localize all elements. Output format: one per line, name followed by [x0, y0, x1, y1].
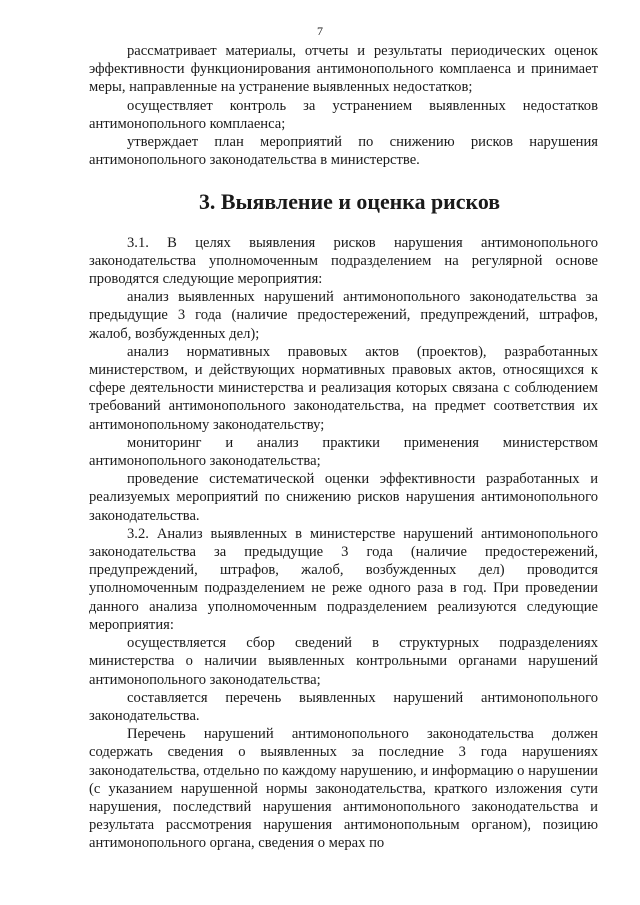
list-item-legal-acts-analysis: анализ нормативных правовых актов (проектов), разработанных министерством, и действующих нормативных правовых актов, относящихся к сфере деятельности министерства и реализация которых связана с соблюдением требований антимонопольного законодательства, на предмет соответствия их антимонопольному законодательству;	[89, 343, 598, 433]
paragraph-control-deficiencies: осуществляет контроль за устранением выявленных недостатков антимонопольного комплаенса;	[89, 97, 598, 132]
list-item-violation-analysis: анализ выявленных нарушений антимонопольного законодательства за предыдущие 3 года (наличие предостережений, предупреждений, штрафов, жалоб, возбужденных дел);	[89, 289, 598, 342]
list-item-collect-info: осуществляется сбор сведений в структурных подразделениях министерства о наличии выявленных контрольными органами нарушений антимонопольного законодательства;	[89, 635, 598, 688]
page-content	[89, 42, 598, 853]
list-item-efficiency-assessment: проведение систематической оценки эффективности разработанных и реализуемых мероприятий по снижению рисков нарушения антимонопольного законодательства.	[89, 471, 598, 524]
paragraph-violations-list: Перечень нарушений антимонопольного законодательства должен содержать сведения о выявленных за последние 3 года нарушениях законодательства, отдельно по каждому нарушению, и информацию о нарушении (с указанием нарушенной нормы законодательства, краткого изложения сути нарушения, последствий нарушения антимонопольного законодательства и результата рассмотрения нарушения антимонопольным органом), позицию антимонопольного органа, сведения о мерах по	[89, 726, 598, 852]
list-item-practice-monitoring: мониторинг и анализ практики применения министерством антимонопольного законодательства;	[89, 434, 598, 470]
paragraph-3-2: 3.2. Анализ выявленных в министерстве нарушений антимонопольного законодательства за предыдущие 3 года (наличие предостережений, предупреждений, штрафов, жалоб, возбужденных дел) проводится уполномоченным подразделением не реже одного раза в год. При проведении данного анализа уполномоченным подразделением реализуются следующие мероприятия:	[89, 525, 598, 633]
paragraph-3-1: 3.1. В целях выявления рисков нарушения антимонопольного законодательства уполномоченным подразделением на регулярной основе проводятся следующие мероприятия:	[89, 234, 598, 288]
paragraph-approve-plan: утверждает план мероприятий по снижению рисков нарушения антимонопольного законодательства в министерстве.	[89, 134, 598, 169]
page-number: 7	[317, 24, 323, 38]
paragraph-review-materials: рассматривает материалы, отчеты и результаты периодических оценок эффективности функционирования антимонопольного комплаенса и принимает меры, направленные на устранение выявленных недостатков;	[89, 43, 598, 96]
section-heading: 3. Выявление и оценка рисков	[198, 189, 501, 215]
list-item-compile-list: составляется перечень выявленных нарушений антимонопольного законодательства.	[89, 689, 598, 724]
